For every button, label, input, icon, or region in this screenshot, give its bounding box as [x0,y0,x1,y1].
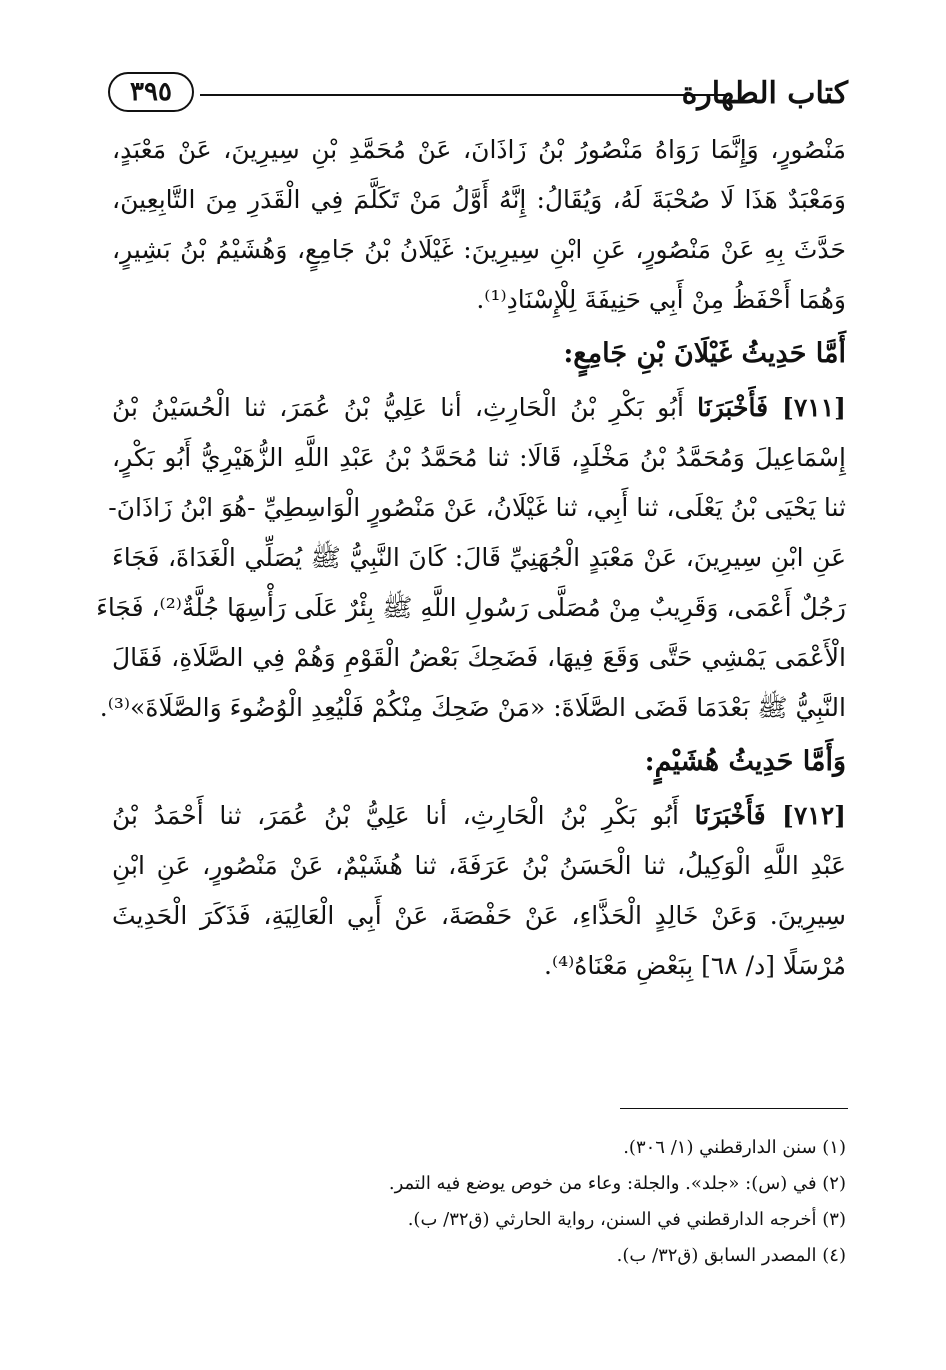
text-line [112,791,846,841]
text-line-content: أَبُو بَكْرِ بْنُ الْحَارِثِ، أنا عَلِيُّ بْنُ عُمَرَ، ثنا الْحُسَيْنُ بْنُ [112,393,684,422]
text-line: الْأَعْمَى يَمْشِي حَتَّى وَقَعَ فِيهَا، فَضَحِكَ بَعْضُ الْقَوْمِ وَهُمْ فِي الصَّلَاةِ، فَقَالَ [112,643,846,672]
footnote: (١) سنن الدارقطني (١/ ٣٠٦). [623,1137,846,1158]
text-line: عَنِ ابْنِ سِيرِينَ، عَنْ مَعْبَدٍ الْجُهَنِيِّ قَالَ: كَانَ النَّبِيُّ ﷺ يُصَلِّي الْغَدَاةَ، فَجَاءَ [112,543,846,572]
main-text [96,125,847,991]
text-line: إِسْمَاعِيلَ وَمُحَمَّدُ بْنُ مَخْلَدٍ، قَالَا: ثنا مُحَمَّدُ بْنُ عَبْدِ اللَّهِ الزُّهَيْرِيُّ أَبُو بَكْرٍ، [112,443,846,472]
footnote: (٢) في (س): «جلد». والجلة: وعاء من خوص يوضع فيه التمر. [388,1173,846,1194]
footnote: (٤) المصدر السابق (ق٣٢/ ب). [616,1245,846,1266]
text-line: حَدَّثَ بِهِ عَنْ مَنْصُورٍ، عَنِ ابْنِ سِيرِينَ: غَيْلَانُ بْنُ جَامِعٍ، وَهُشَيْمُ بْنُ بَشِيرٍ، [112,235,846,264]
text-line [112,383,846,433]
text-line: سِيرِينَ. وَعَنْ خَالِدٍ الْحَذَّاءِ، عَنْ حَفْصَةَ، عَنْ أَبِي الْعَالِيَةِ، فَذَكَرَ الْحَدِيثَ [112,901,846,930]
footnote: (٣) أخرجه الدارقطني في السنن، رواية الحارثي (ق٣٢/ ب). [407,1209,846,1230]
footnotes [112,1130,846,1274]
text-line: مَنْصُورٍ، وَإِنَّمَا رَوَاهُ مَنْصُورُ بْنُ زَاذَانَ، عَنْ مُحَمَّدِ بْنِ سِيرِينَ، عَنْ مَعْبَدٍ، [112,135,846,164]
section-heading: وَأَمَّا حَدِيثُ هُشَيْمٍ: [644,746,846,777]
hadith-number-lead: [٧١١] فَأَخْبَرَنَا [697,393,846,422]
text-line: رَجُلٌ أَعْمَى، وَقَرِيبٌ مِنْ مُصَلَّى رَسُولِ اللَّهِ ﷺ بِئْرٌ عَلَى رَأْسِهَا جُلَّةٌ⁽²⁾، فَجَاءَ [96,593,846,622]
text-line: ثنا يَحْيَى بْنُ يَعْلَى، ثنا أَبِي، ثنا غَيْلَانُ، عَنْ مَنْصُورٍ الْوَاسِطِيِّ -هُوَ ابْنُ زَاذَانَ- [108,493,846,522]
footnote-rule [620,1108,848,1109]
running-header-title: كتاب الطهارة [681,76,848,111]
hadith-number-lead: [٧١٢] فَأَخْبَرَنَا [694,801,847,830]
header-rule [200,94,730,96]
text-line: النَّبِيُّ ﷺ بَعْدَمَا قَضَى الصَّلَاةَ: «مَنْ ضَحِكَ مِنْكُمْ فَلْيُعِدِ الْوُضُوءَ وَالصَّلَاةَ»⁽³⁾. [99,693,846,722]
text-line: عَبْدِ اللَّهِ الْوَكِيلُ، ثنا الْحَسَنُ بْنُ عَرَفَةَ، ثنا هُشَيْمٌ، عَنْ مَنْصُورٍ، عَنِ ابْنِ [112,851,846,880]
running-header [108,72,848,120]
page-number: ٣٩٥ [108,72,194,112]
text-line: وَمَعْبَدٌ هَذَا لَا صُحْبَةَ لَهُ، وَيُقَالُ: إِنَّهُ أَوَّلُ مَنْ تَكَلَّمَ فِي الْقَدَرِ مِنَ التَّابِعِينَ، [112,185,846,214]
text-line: مُرْسَلًا [د/ ٦٨] بِبَعْضِ مَعْنَاهُ⁽⁴⁾. [544,951,846,980]
section-heading: أَمَّا حَدِيثُ غَيْلَانَ بْنِ جَامِعٍ: [563,338,846,369]
text-line: وَهُمَا أَحْفَظُ مِنْ أَبِي حَنِيفَةَ لِلْإِسْنَادِ⁽¹⁾. [476,285,846,314]
text-line-content: أَبُو بَكْرِ بْنُ الْحَارِثِ، أنا عَلِيُّ بْنُ عُمَرَ، ثنا أَحْمَدُ بْنُ [112,801,679,830]
